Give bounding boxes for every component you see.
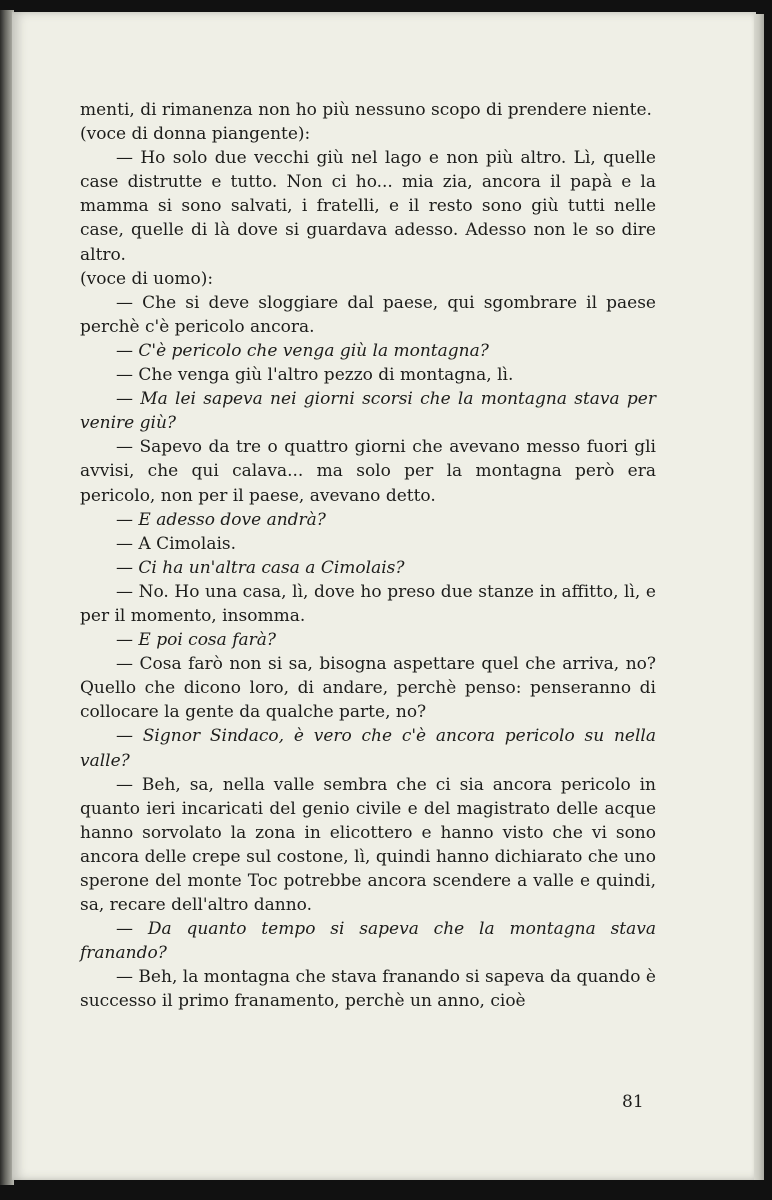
interviewer-question: — Ma lei sapeva nei giorni scorsi che la montagna stava per venire giù?: [80, 389, 656, 434]
body-paragraph: — Cosa farò non si sa, bisogna aspettare quel che arriva, no? Quello che dicono loro, di andare, perchè penso: penseranno di collocare la gente da qualche parte, no?: [80, 654, 656, 723]
page-body-text: [80, 98, 656, 1014]
page-stack-edge: [754, 14, 764, 1180]
body-paragraph: — Sapevo da tre o quattro giorni che avevano messo fuori gli avvisi, che qui calava... ma solo per la montagna però era pericolo, non per il paese, avevano detto.: [80, 437, 656, 506]
body-paragraph: — No. Ho una casa, lì, dove ho preso due stanze in affitto, lì, e per il momento, insomma.: [80, 581, 656, 626]
body-paragraph: — Che si deve sloggiare dal paese, qui sgombrare il paese perchè c'è pericolo ancora.: [80, 292, 656, 337]
book-page: [12, 12, 756, 1180]
interviewer-question: — C'è pericolo che venga giù la montagna?: [116, 340, 489, 361]
interviewer-question: — E adesso dove andrà?: [116, 509, 326, 530]
interviewer-question: — E poi cosa farà?: [116, 630, 276, 651]
body-paragraph: menti, di rimanenza non ho più nessuno scopo di prendere niente.: [80, 100, 652, 120]
page-number: 81: [622, 1092, 644, 1112]
body-paragraph: — A Cimolais.: [116, 533, 237, 554]
speaker-label: (voce di uomo):: [80, 268, 214, 289]
interviewer-question: — Da quanto tempo si sapeva che la montagna stava franando?: [80, 919, 656, 964]
body-paragraph: — Ho solo due vecchi giù nel lago e non più altro. Lì, quelle case distrutte e tutto. Non ci ho... mia zia, ancora il papà e la mamma si sono salvati, i fratelli, e il resto sono giù tutti nelle case, quelle di là dove si guardava adesso. Adesso non le so dire altro.: [80, 148, 656, 265]
interviewer-question: — Signor Sindaco, è vero che c'è ancora pericolo su nella valle?: [80, 726, 656, 771]
speaker-label: (voce di donna piangente):: [80, 124, 311, 145]
body-paragraph: — Beh, sa, nella valle sembra che ci sia ancora pericolo in quanto ieri incaricati del genio civile e del magistrato delle acque hanno sorvolato la zona in elicottero e hanno visto che vi sono ancora delle crepe sul costone, lì, quindi hanno dichiarato che uno sperone del monte Toc potrebbe ancora scendere a valle e quindi, sa, recare dell'altro danno.: [80, 774, 656, 916]
body-paragraph: — Beh, la montagna che stava franando si sapeva da quando è successo il primo franamento, perchè un anno, cioè: [80, 967, 656, 1012]
body-paragraph: — Che venga giù l'altro pezzo di montagna, lì.: [116, 365, 514, 386]
interviewer-question: — Ci ha un'altra casa a Cimolais?: [116, 557, 405, 578]
